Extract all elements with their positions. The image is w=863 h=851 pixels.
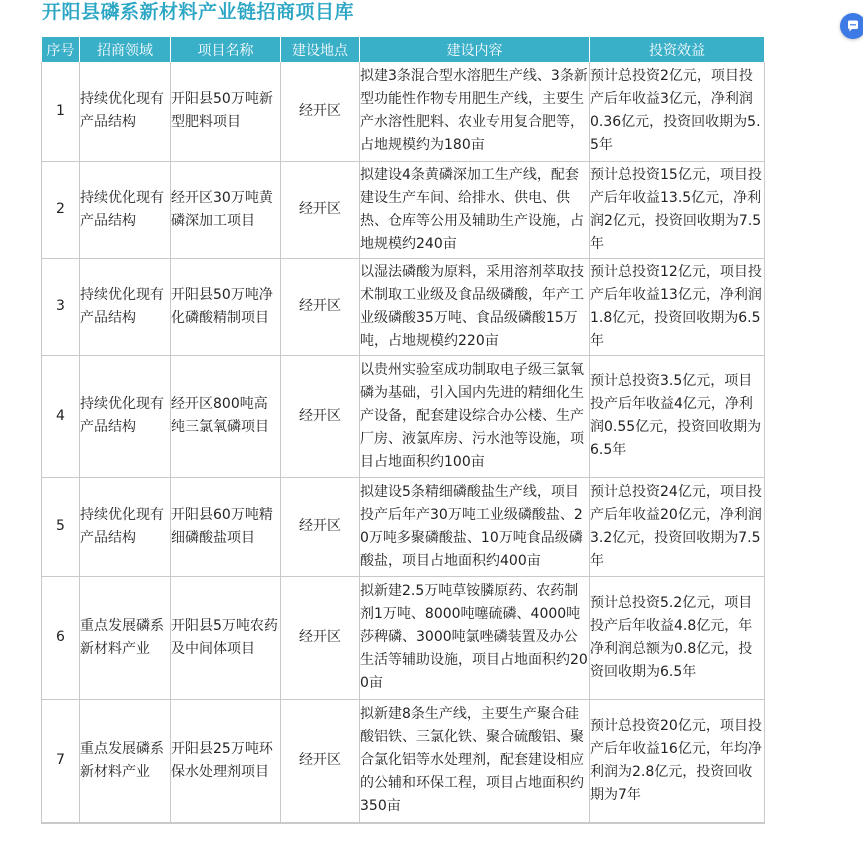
header-cell: 投资效益 bbox=[590, 37, 765, 62]
row-benefit: 预计总投资12亿元，项目投产后年收益13亿元，净利润1.8亿元，投资回收期为6.5年 bbox=[590, 258, 765, 355]
row-field: 重点发展磷系新材料产业 bbox=[80, 576, 171, 699]
row-benefit: 预计总投资20亿元，项目投产后年收益16亿元，年均净利润为2.8亿元，投资回收期为7年 bbox=[590, 699, 765, 823]
row-benefit: 预计总投资24亿元，项目投产后年收益20亿元，净利润3.2亿元，投资回收期为7.5年 bbox=[590, 477, 765, 576]
page-title: 开阳县磷系新材料产业链招商项目库 bbox=[42, 1, 355, 23]
header-cell: 建设内容 bbox=[360, 37, 590, 62]
table-row bbox=[42, 258, 765, 355]
row-benefit: 预计总投资3.5亿元，项目投产后年收益4亿元，净利润0.55亿元，投资回收期为6.5年 bbox=[590, 355, 765, 477]
row-content: 拟建3条混合型水溶肥生产线、3条新型功能性作物专用肥生产线，主要生产水溶性肥料、农业专用复合肥等，占地规模约为180亩 bbox=[360, 62, 590, 161]
row-number: 6 bbox=[42, 576, 80, 699]
row-number: 4 bbox=[42, 355, 80, 477]
row-content: 拟建设4条黄磷深加工生产线，配套建设生产车间、给排水、供电、供热、仓库等公用及辅助生产设施，占地规模约240亩 bbox=[360, 161, 590, 258]
header-cell: 序号 bbox=[42, 37, 80, 62]
table-row bbox=[42, 355, 765, 477]
row-location: 经开区 bbox=[281, 62, 360, 161]
row-benefit: 预计总投资2亿元，项目投产后年收益3亿元，净利润0.36亿元，投资回收期为5.5年 bbox=[590, 62, 765, 161]
row-content: 拟建设5条精细磷酸盐生产线，项目投产后年产30万吨工业级磷酸盐、20万吨多聚磷酸盐、10万吨食品级磷酸盐，项目占地面积约400亩 bbox=[360, 477, 590, 576]
row-project-name: 经开区30万吨黄磷深加工项目 bbox=[171, 161, 281, 258]
row-number: 2 bbox=[42, 161, 80, 258]
row-location: 经开区 bbox=[281, 576, 360, 699]
row-location: 经开区 bbox=[281, 477, 360, 576]
row-project-name: 开阳县50万吨净化磷酸精制项目 bbox=[171, 258, 281, 355]
row-location: 经开区 bbox=[281, 258, 360, 355]
row-number: 5 bbox=[42, 477, 80, 576]
row-content: 以湿法磷酸为原料，采用溶剂萃取技术制取工业级及食品级磷酸，年产工业级磷酸35万吨、食品级磷酸15万吨，占地规模约220亩 bbox=[360, 258, 590, 355]
row-field: 持续优化现有产品结构 bbox=[80, 477, 171, 576]
row-benefit: 预计总投资15亿元，项目投产后年收益13.5亿元，净利润2亿元，投资回收期为7.5年 bbox=[590, 161, 765, 258]
row-project-name: 开阳县5万吨农药及中间体项目 bbox=[171, 576, 281, 699]
row-project-name: 经开区800吨高纯三氯氧磷项目 bbox=[171, 355, 281, 477]
assistant-button[interactable] bbox=[840, 13, 863, 39]
row-benefit: 预计总投资5.2亿元，项目投产后年收益4.8亿元，年净利润总额为0.8亿元，投资回收期为6.5年 bbox=[590, 576, 765, 699]
row-project-name: 开阳县25万吨环保水处理剂项目 bbox=[171, 699, 281, 823]
header-cell: 建设地点 bbox=[281, 37, 360, 62]
row-field: 重点发展磷系新材料产业 bbox=[80, 699, 171, 823]
row-location: 经开区 bbox=[281, 161, 360, 258]
project-table bbox=[41, 37, 765, 824]
row-content: 拟新建8条生产线，主要生产聚合硅酸铝铁、三氯化铁、聚合硫酸铝、聚合氯化铝等水处理剂，配套建设相应的公辅和环保工程，项目占地面积约350亩 bbox=[360, 699, 590, 823]
row-location: 经开区 bbox=[281, 699, 360, 823]
table-row bbox=[42, 62, 765, 161]
row-field: 持续优化现有产品结构 bbox=[80, 62, 171, 161]
table-header-row bbox=[42, 37, 765, 62]
header-cell: 招商领域 bbox=[80, 37, 171, 62]
row-field: 持续优化现有产品结构 bbox=[80, 258, 171, 355]
row-location: 经开区 bbox=[281, 355, 360, 477]
table-row bbox=[42, 576, 765, 699]
row-field: 持续优化现有产品结构 bbox=[80, 355, 171, 477]
table-row bbox=[42, 477, 765, 576]
row-content: 以贵州实验室成功制取电子级三氯氧磷为基础，引入国内先进的精细化生产设备，配套建设综合办公楼、生产厂房、液氯库房、污水池等设施，项目占地面积约100亩 bbox=[360, 355, 590, 477]
row-project-name: 开阳县60万吨精细磷酸盐项目 bbox=[171, 477, 281, 576]
row-number: 7 bbox=[42, 699, 80, 823]
header-cell: 项目名称 bbox=[171, 37, 281, 62]
row-number: 3 bbox=[42, 258, 80, 355]
row-field: 持续优化现有产品结构 bbox=[80, 161, 171, 258]
row-content: 拟新建2.5万吨草铵膦原药、农药制剂1万吨、8000吨噻硫磷、4000吨莎稗磷、3000吨氯唑磷装置及办公生活等辅助设施，项目占地面积约200亩 bbox=[360, 576, 590, 699]
table-row bbox=[42, 161, 765, 258]
row-project-name: 开阳县50万吨新型肥料项目 bbox=[171, 62, 281, 161]
row-number: 1 bbox=[42, 62, 80, 161]
table-row bbox=[42, 699, 765, 823]
assistant-icon bbox=[846, 19, 860, 33]
